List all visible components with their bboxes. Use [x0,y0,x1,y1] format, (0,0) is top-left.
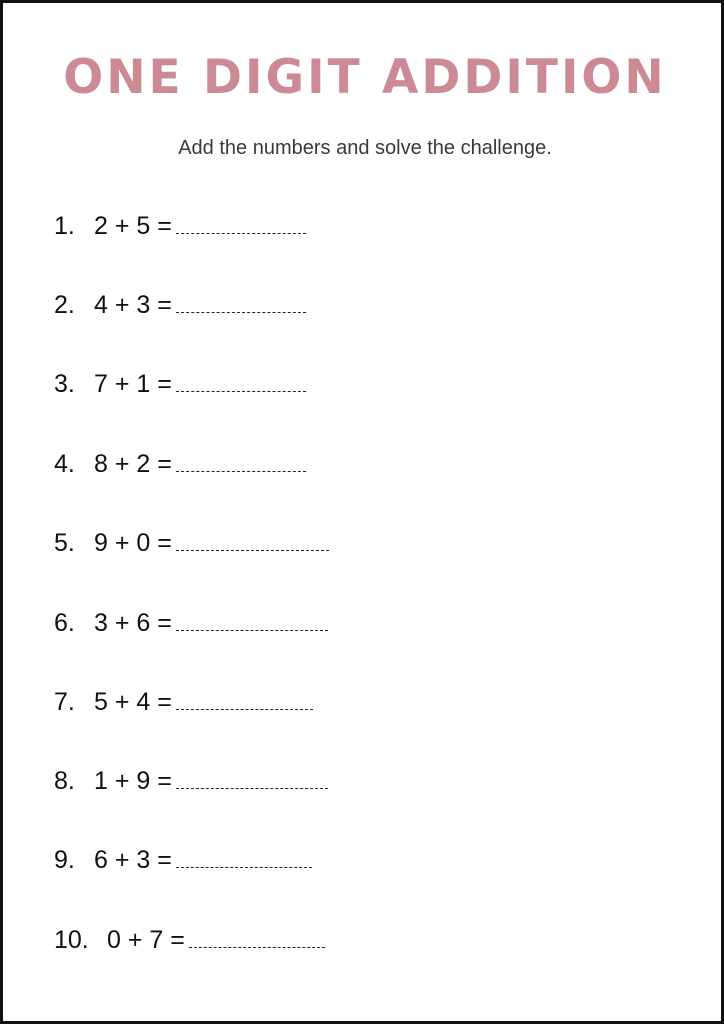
problem-item [54,364,306,404]
answer-blank[interactable] [176,389,306,392]
problem-number: 3. [54,370,75,398]
worksheet-instruction: Add the numbers and solve the challenge. [178,137,552,159]
problem-equation: 1 + 9 = [94,767,172,795]
answer-blank[interactable] [176,231,306,234]
problem-number: 7. [54,688,75,716]
problem-number: 8. [54,767,75,795]
problem-number: 10. [54,926,89,954]
problem-equation: 5 + 4 = [94,688,172,716]
worksheet-title: ONE DIGIT ADDITION [63,50,667,105]
problem-item [54,761,328,801]
answer-blank[interactable] [176,628,328,631]
problem-equation: 2 + 5 = [94,212,172,240]
problem-number: 1. [54,212,75,240]
problem-equation: 8 + 2 = [94,450,172,478]
answer-blank[interactable] [176,707,313,710]
problem-item [54,285,306,325]
problem-equation: 0 + 7 = [107,926,185,954]
problem-equation: 3 + 6 = [94,609,172,637]
problem-number: 9. [54,846,75,874]
problem-equation: 4 + 3 = [94,291,172,319]
problem-item [54,920,325,960]
problem-number: 6. [54,609,75,637]
problem-item [54,206,306,246]
problem-equation: 6 + 3 = [94,846,172,874]
problem-number: 2. [54,291,75,319]
problem-item [54,840,312,880]
problem-equation: 9 + 0 = [94,529,172,557]
problem-item [54,444,306,484]
problem-item [54,603,328,643]
answer-blank[interactable] [176,469,306,472]
problem-equation: 7 + 1 = [94,370,172,398]
answer-blank[interactable] [176,310,306,313]
answer-blank[interactable] [176,548,329,551]
problem-item [54,682,313,722]
problem-item [54,523,329,563]
answer-blank[interactable] [176,786,328,789]
problem-number: 5. [54,529,75,557]
answer-blank[interactable] [176,865,312,868]
problem-number: 4. [54,450,75,478]
answer-blank[interactable] [189,945,325,948]
